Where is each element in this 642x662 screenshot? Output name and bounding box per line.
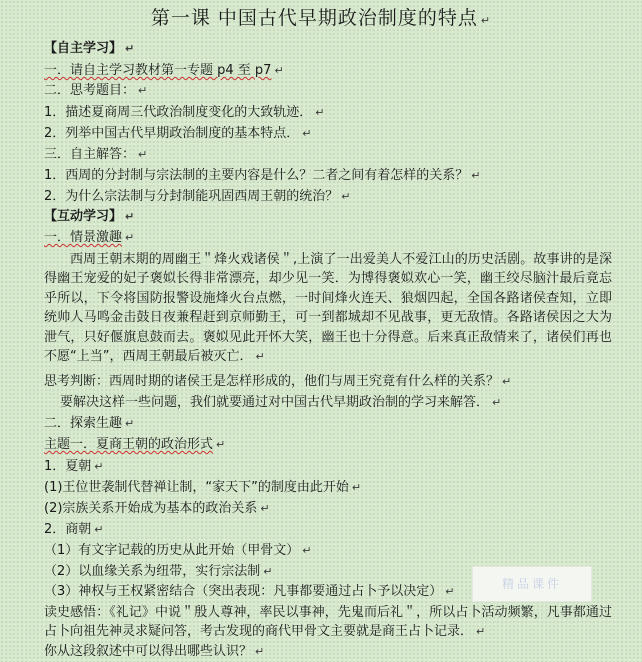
- paragraph-mark-icon: ↵: [476, 625, 486, 639]
- paragraph-mark-icon: ↵: [138, 148, 148, 161]
- paragraph-mark-icon: ↵: [94, 523, 104, 536]
- section-heading-interactive: 【互动学习】 ↵: [44, 209, 135, 224]
- paragraph-mark-icon: ↵: [492, 396, 502, 409]
- self-study-item-2: 二．思考题目： ↵: [44, 83, 148, 98]
- self-study-item-1: 一．请自主学习教材第一专题 p4 至 p7 ↵: [44, 63, 284, 78]
- paragraph-mark-icon: ↵: [341, 190, 351, 203]
- theme-1-heading: 主题一．夏商王朝的政治形式 ↵: [44, 437, 226, 452]
- shang-heading: 2．商朝 ↵: [44, 522, 104, 537]
- think-judge-line: 思考判断：西周时期的诸侯王是怎样形成的，他们与周王究竟有什么样的关系？ ↵: [44, 374, 512, 389]
- closing-question: 你从这段叙述中可以得出哪些认识？ ↵: [44, 644, 265, 659]
- paragraph-mark-icon: ↵: [138, 84, 148, 97]
- paragraph-mark-icon: ↵: [351, 481, 362, 494]
- answer-2: 2．为什么宗法制与分封制能巩固西周王朝的统治？ ↵: [44, 189, 351, 204]
- paragraph-mark-icon: ↵: [125, 231, 135, 244]
- shang-point-3: （3）神权与王权紧密结合（突出表现：凡事都要通过占卜予以决定） ↵: [44, 584, 455, 599]
- paragraph-mark-icon: ↵: [125, 210, 135, 223]
- paragraph-mark-icon: ↵: [471, 169, 481, 182]
- paragraph-mark-icon: ↵: [216, 438, 226, 451]
- paragraph-mark-icon: ↵: [263, 565, 273, 578]
- xia-point-1: (1)王位世袭制代替禅让制，“家天下”的制度由此开始 ↵: [44, 480, 362, 495]
- paragraph-mark-icon: ↵: [445, 585, 455, 598]
- answer-1: 1．西周的分封制与宗法制的主要内容是什么？二者之间有着怎样的关系？ ↵: [44, 168, 481, 183]
- page-title: 第一课 中国古代早期政治制度的特点 ↵: [150, 7, 492, 29]
- paragraph-mark-icon: ↵: [260, 502, 270, 515]
- paragraph-mark-icon: ↵: [255, 645, 265, 658]
- paragraph-mark-icon: ↵: [480, 14, 492, 27]
- paragraph-mark-icon: ↵: [502, 375, 512, 388]
- paragraph-mark-icon: ↵: [315, 106, 325, 119]
- shang-point-1: （1）有文字记载的历史从此开始（甲骨文） ↵: [44, 543, 312, 558]
- xia-point-2: (2)宗族关系开始成为基本的政治关系 ↵: [44, 501, 270, 516]
- scene-heading: 一．情景激趣 ↵: [44, 230, 135, 245]
- xia-heading: 1．夏朝 ↵: [44, 459, 104, 474]
- solve-line: 要解决这样一些问题，我们就要通过对中国古代早期政治制的学习来解答． ↵: [60, 395, 502, 410]
- shang-point-2: （2）以血缘关系为纽带，实行宗法制 ↵: [44, 564, 273, 579]
- reading-insight-paragraph: 读史感悟：《礼记》中说＂殷人尊神，率民以事神，先鬼而后礼＂，所以占卜活动频繁，凡事都通过占卜向祖先神灵求疑问答，考古发现的商代甲骨文主要就是商王占卜记录． ↵: [44, 605, 612, 640]
- section-heading-self-study: 【自主学习】 ↵: [44, 41, 135, 56]
- paragraph-mark-icon: ↵: [255, 350, 265, 364]
- paragraph-mark-icon: ↵: [302, 544, 312, 557]
- watermark-stamp: 精品课件: [472, 566, 592, 602]
- paragraph-mark-icon: ↵: [94, 460, 104, 473]
- paragraph-mark-icon: ↵: [274, 64, 284, 77]
- story-paragraph: 西周王朝末期的周幽王＂烽火戏诸侯＂,上演了一出爱美人不爱江山的历史活剧。故事讲的是深得幽王宠爱的妃子褒姒长得非常漂亮，却少见一笑．为博得褒姒欢心一笑，幽王绞尽脑汁最后竟忘乎所以，下令将国防报警设施烽火台点燃，一时间烽火连天、狼烟四起，全国各路诸侯查知，立即统帅人马鸣金击鼓日夜兼程赶到京师勤王，可一到都城却不见战事，更无敌情。各路诸侯因之大为泄气，只好偃旗息鼓而去。褒姒见此开怀大笑，幽王也十分得意。后来真正敌情来了，诸侯们再也不愿“上当”，西周王朝最后被灭亡． ↵: [44, 252, 612, 365]
- question-2: 2．列举中国古代早期政治制度的基本特点． ↵: [44, 126, 312, 141]
- explore-heading: 二．探索生趣 ↵: [44, 416, 135, 431]
- paragraph-mark-icon: ↵: [125, 42, 135, 55]
- paragraph-mark-icon: ↵: [125, 417, 135, 430]
- self-study-item-3: 三．自主解答： ↵: [44, 147, 148, 162]
- paragraph-mark-icon: ↵: [302, 127, 312, 140]
- question-1: 1．描述夏商周三代政治制度变化的大致轨迹． ↵: [44, 105, 325, 120]
